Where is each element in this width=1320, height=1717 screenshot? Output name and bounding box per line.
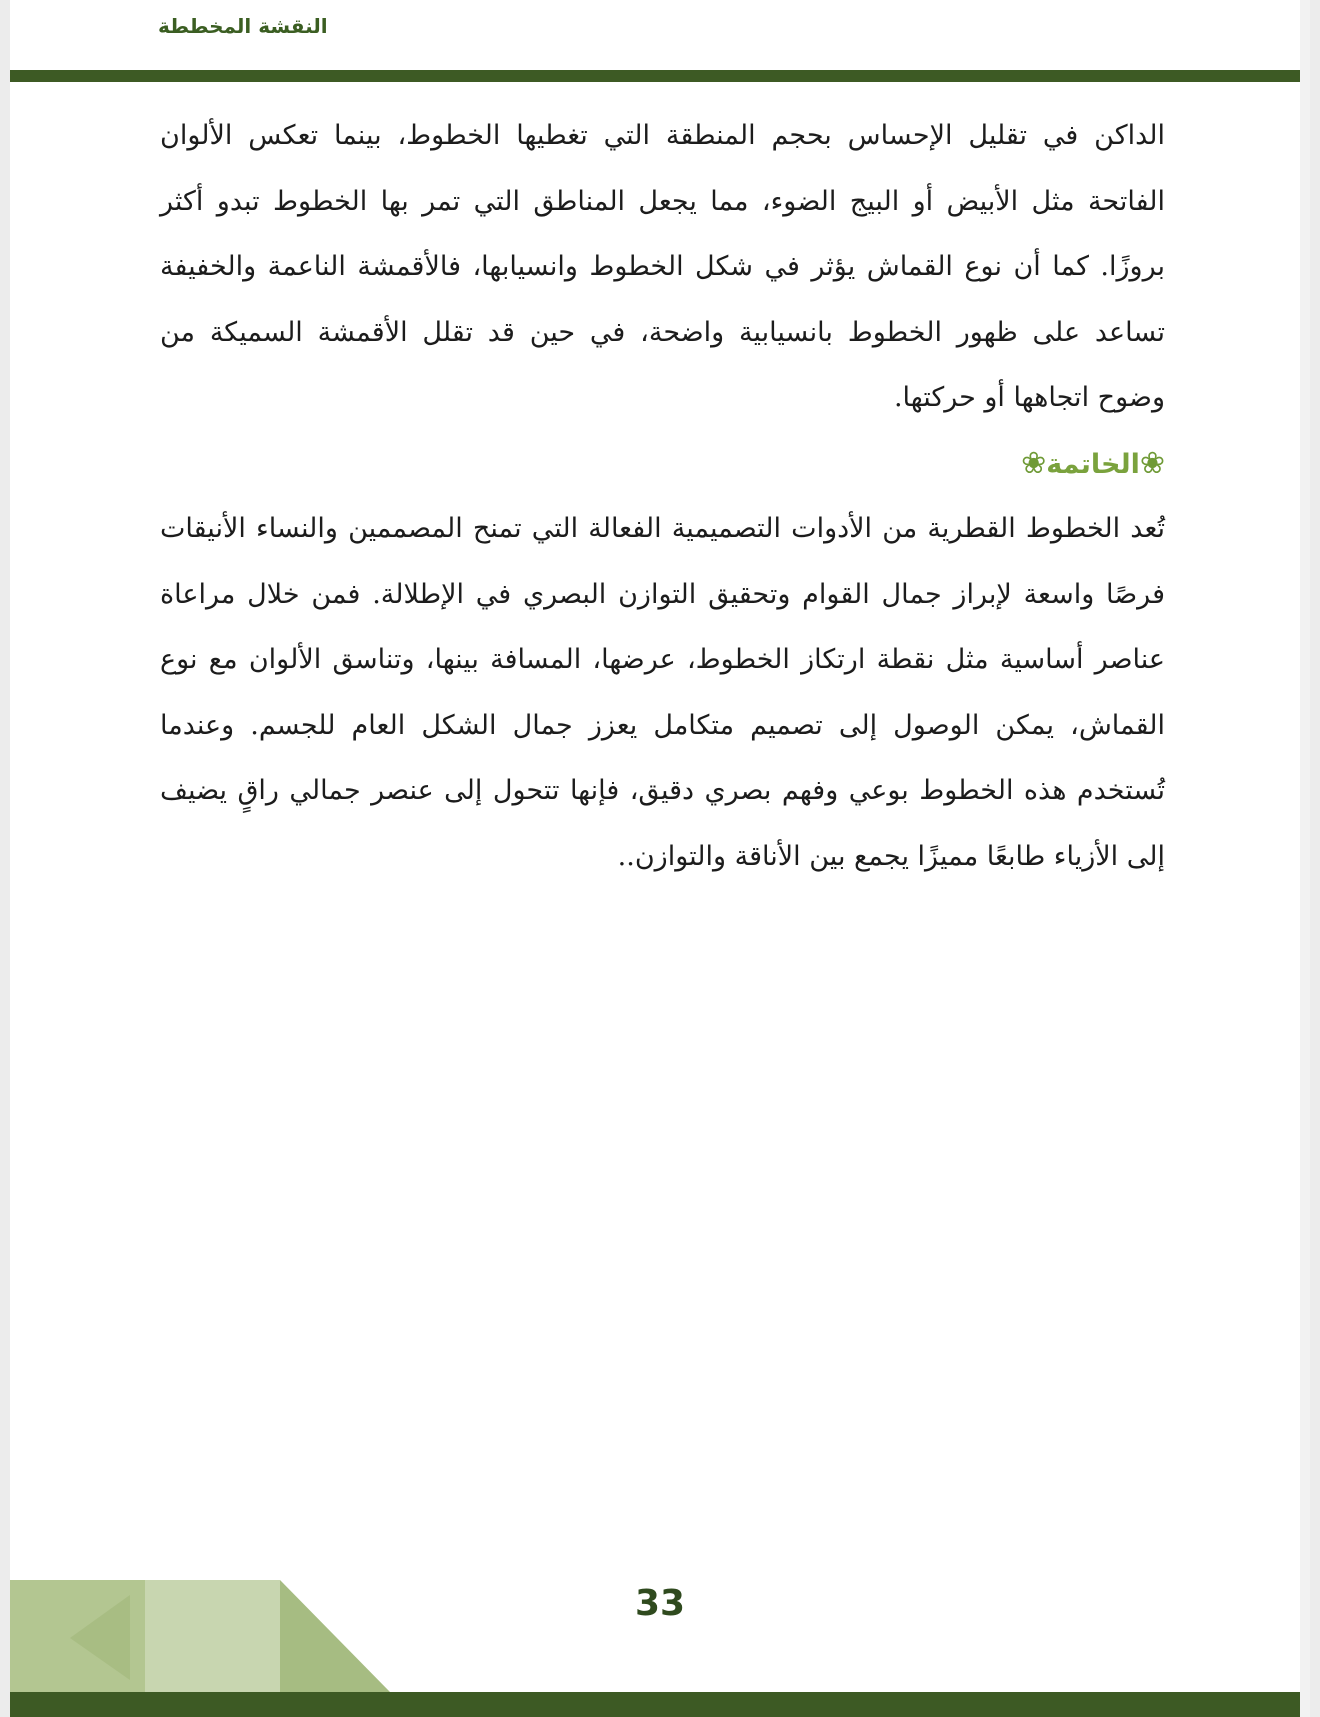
page-content [160, 103, 1165, 889]
running-header-title: النقشة المخططة [158, 14, 328, 38]
flower-icon: ❀ [1139, 445, 1165, 481]
header-rule [10, 70, 1300, 82]
conclusion-paragraph: تُعد الخطوط القطرية من الأدوات التصميمية الفعالة التي تمنح المصممين والنساء الأنيقات فرصًا واسعة لإبراز جمال القوام وتحقيق التوازن البصري في الإطلالة. فمن خلال مراعاة عناصر أساسية مثل نقطة ارتكاز الخطوط، عرضها، المسافة بينها، وتناسق الألوان مع نوع القماش، يمكن الوصول إلى تصميم متكامل يعزز جمال الشكل العام للجسم. وعندما تُستخدم هذه الخطوط بوعي وفهم بصري دقيق، فإنها تتحول إلى عنصر جمالي راقٍ يضيف إلى الأزياء طابعًا مميزًا يجمع بين الأناقة والتوازن.. [160, 513, 1165, 872]
section-heading-text: الخاتمة [1046, 448, 1140, 480]
section-heading [160, 431, 1165, 497]
footer-bar [10, 1692, 1300, 1717]
flower-icon: ❀ [1021, 445, 1047, 481]
page-edge-shade [1300, 0, 1310, 1717]
page-number: 33 [634, 1583, 686, 1624]
body-paragraph: الداكن في تقليل الإحساس بحجم المنطقة التي تغطيها الخطوط، بينما تعكس الألوان الفاتحة مثل الأبيض أو البيج الضوء، مما يجعل المناطق التي تمر بها الخطوط تبدو أكثر بروزًا. كما أن نوع القماش يؤثر في شكل الخطوط وانسيابها، فالأقمشة الناعمة والخفيفة تساعد على ظهور الخطوط بانسيابية واضحة، في حين قد تقلل الأقمشة السميكة من وضوح اتجاهها أو حركتها. [160, 120, 1165, 413]
footer-decoration [10, 1580, 430, 1692]
document-page [10, 0, 1310, 1717]
